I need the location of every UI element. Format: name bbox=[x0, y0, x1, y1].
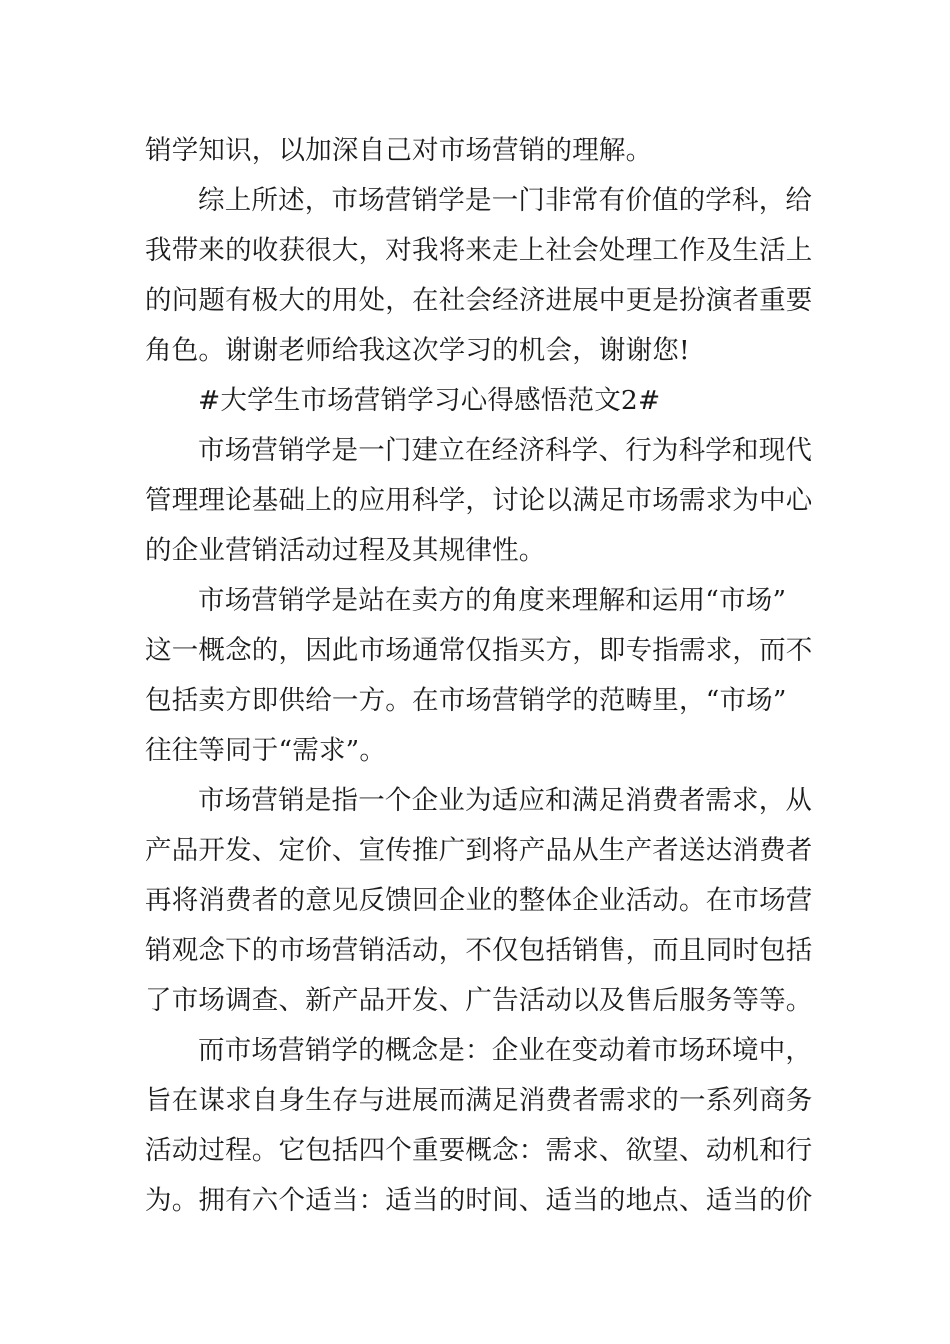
text-line-16: 再将消费者的意见反馈回企业的整体企业活动。在市场营 bbox=[145, 885, 813, 916]
text-line-15: 产品开发、定价、宣传推广到将产品从生产者送达消费者 bbox=[145, 835, 813, 866]
text-line-1: 销学知识，以加深自己对市场营销的理解。 bbox=[145, 135, 653, 166]
text-line-13: 往往等同于“需求”。 bbox=[145, 735, 387, 766]
text-line-3: 我带来的收获很大，对我将来走上社会处理工作及生活上 bbox=[145, 235, 813, 266]
text-line-4: 的问题有极大的用处，在社会经济进展中更是扮演者重要 bbox=[145, 285, 813, 316]
text-line-11: 这一概念的，因此市场通常仅指买方，即专指需求，而不 bbox=[145, 635, 813, 666]
text-line-19: 而市场营销学的概念是：企业在变动着市场环境中， bbox=[198, 1035, 813, 1066]
text-line-21: 活动过程。它包括四个重要概念：需求、欲望、动机和行 bbox=[145, 1135, 813, 1166]
text-line-14: 市场营销是指一个企业为适应和满足消费者需求，从 bbox=[198, 785, 813, 816]
text-line-18: 了市场调查、新产品开发、广告活动以及售后服务等等。 bbox=[145, 985, 813, 1016]
text-line-17: 销观念下的市场营销活动，不仅包括销售，而且同时包括 bbox=[145, 935, 813, 966]
text-line-10: 市场营销学是站在卖方的角度来理解和运用“市场” bbox=[198, 585, 787, 616]
section-heading: #大学生市场营销学习心得感悟范文2# bbox=[198, 385, 661, 416]
text-line-7: 市场营销学是一门建立在经济科学、行为科学和现代 bbox=[198, 435, 813, 466]
text-line-8: 管理理论基础上的应用科学，讨论以满足市场需求为中心 bbox=[145, 485, 813, 516]
text-line-9: 的企业营销活动过程及其规律性。 bbox=[145, 535, 546, 566]
text-line-20: 旨在谋求自身生存与进展而满足消费者需求的一系列商务 bbox=[145, 1085, 813, 1116]
text-line-2: 综上所述，市场营销学是一门非常有价值的学科，给 bbox=[198, 185, 813, 216]
text-line-5: 角色。谢谢老师给我这次学习的机会，谢谢您! bbox=[145, 335, 690, 366]
text-line-22: 为。拥有六个适当：适当的时间、适当的地点、适当的价 bbox=[145, 1185, 813, 1216]
text-line-12: 包括卖方即供给一方。在市场营销学的范畴里，“市场” bbox=[145, 685, 787, 716]
